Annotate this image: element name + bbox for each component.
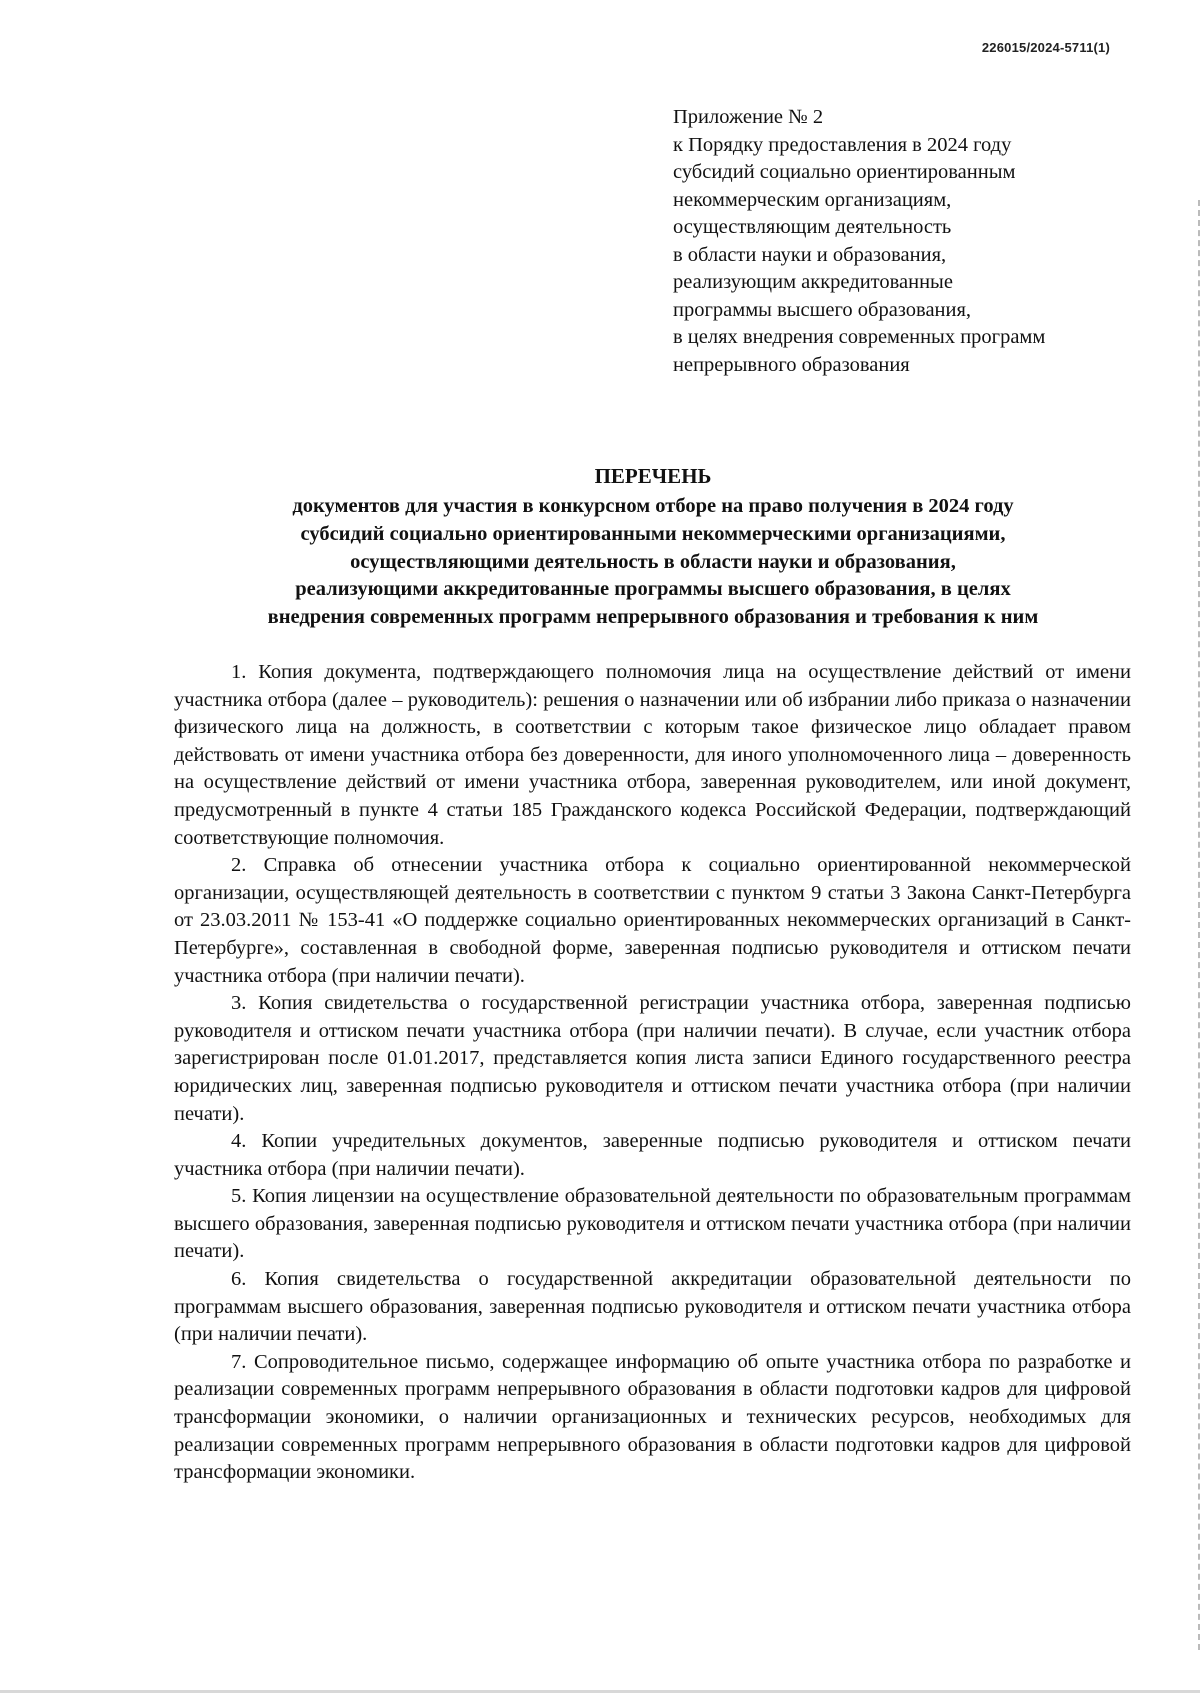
appendix-line: Приложение № 2 [673, 106, 824, 128]
subtitle-line: реализующими аккредитованные программы высшего образования, в целях [295, 578, 1011, 601]
appendix-line: субсидий социально ориентированным [673, 161, 1016, 183]
document-number: 226015/2024-5711(1) [981, 40, 1110, 55]
list-item-5: 5. Копия лицензии на осуществление образовательной деятельности по образовательным программам высшего образования, заверенная подписью руководителя и оттиском печати участника отбора (при наличии печати). [174, 1185, 1131, 1263]
list-item-7: 7. Сопроводительное письмо, содержащее информацию об опыте участника отбора по разработке и реализации современных программ непрерывного образования в области подготовки кадров для цифровой трансформации экономики, о наличии организационных и технических ресурсов, необходимых для реализации современных программ непрерывного образования в области подготовки кадров для цифровой трансформации экономики. [174, 1350, 1131, 1484]
appendix-line: в целях внедрения современных программ [673, 326, 1046, 348]
appendix-line: осуществляющим деятельность [673, 216, 952, 238]
appendix-line: к Порядку предоставления в 2024 году [673, 133, 1012, 156]
list-item-3: 3. Копия свидетельства о государственной регистрации участника отбора, заверенная подписью руководителя и оттиском печати участника отбора (при наличии печати). В случае, если участник отбора зарегистрирован после 01.01.2017, представляется копия листа записи Единого государственного реестра юридических лиц, заверенная подписью руководителя и оттиском печати участника отбора (при наличии печати). [174, 992, 1131, 1125]
subtitle-line: внедрения современных программ непрерывного образования и требования к ним [267, 606, 1039, 629]
list-item-1: 1. Копия документа, подтверждающего полномочия лица на осуществление действий от имени участника отбора (далее – руководитель): решения о назначении или об избрании либо приказа о назначении физического лица на должность, в соответствии с которым такое физическое лицо обладает правом действовать от имени участника отбора без доверенности, для иного уполномоченного лица – доверенность на осуществление действий от имени участника отбора, заверенная руководителем, или иной документ, предусмотренный в пункте 4 статьи 185 Гражданского кодекса Российской Федерации, подтверждающий соответствующие полномочия. [174, 661, 1131, 849]
list-item-4: 4. Копии учредительных документов, заверенные подписью руководителя и оттиском печати участника отбора (при наличии печати). [174, 1130, 1131, 1180]
subtitle-line: документов для участия в конкурсном отборе на право получения в 2024 году [292, 495, 1014, 517]
appendix-line: непрерывного образования [673, 353, 910, 376]
appendix-header [673, 104, 1143, 379]
appendix-line: программы высшего образования, [673, 298, 972, 321]
appendix-line: в области науки и образования, [673, 243, 947, 266]
subtitle-line: осуществляющими деятельность в области науки и образования, [350, 550, 956, 573]
document-subtitle [150, 493, 1156, 632]
appendix-line: некоммерческим организациям, [673, 188, 952, 211]
document-title: ПЕРЕЧЕНЬ [594, 464, 712, 488]
document-body [174, 659, 1131, 1487]
subtitle-line: субсидий социально ориентированными некоммерческими организациями, [300, 522, 1006, 545]
scan-edge-marks [1195, 200, 1200, 1650]
appendix-line: реализующим аккредитованные [673, 271, 953, 293]
list-item-6: 6. Копия свидетельства о государственной аккредитации образовательной деятельности по программам высшего образования, заверенная подписью руководителя и оттиском печати участника отбора (при наличии печати). [174, 1268, 1131, 1346]
list-item-2: 2. Справка об отнесении участника отбора к социально ориентированной некоммерческой организации, осуществляющей деятельность в соответствии с пунктом 9 статьи 3 Закона Санкт-Петербурга от 23.03.2011 № 153-41 «О поддержке социально ориентированных некоммерческих организаций в Санкт-Петербурге», составленная в свободной форме, заверенная подписью руководителя и оттиском печати участника отбора (при наличии печати). [174, 854, 1131, 987]
